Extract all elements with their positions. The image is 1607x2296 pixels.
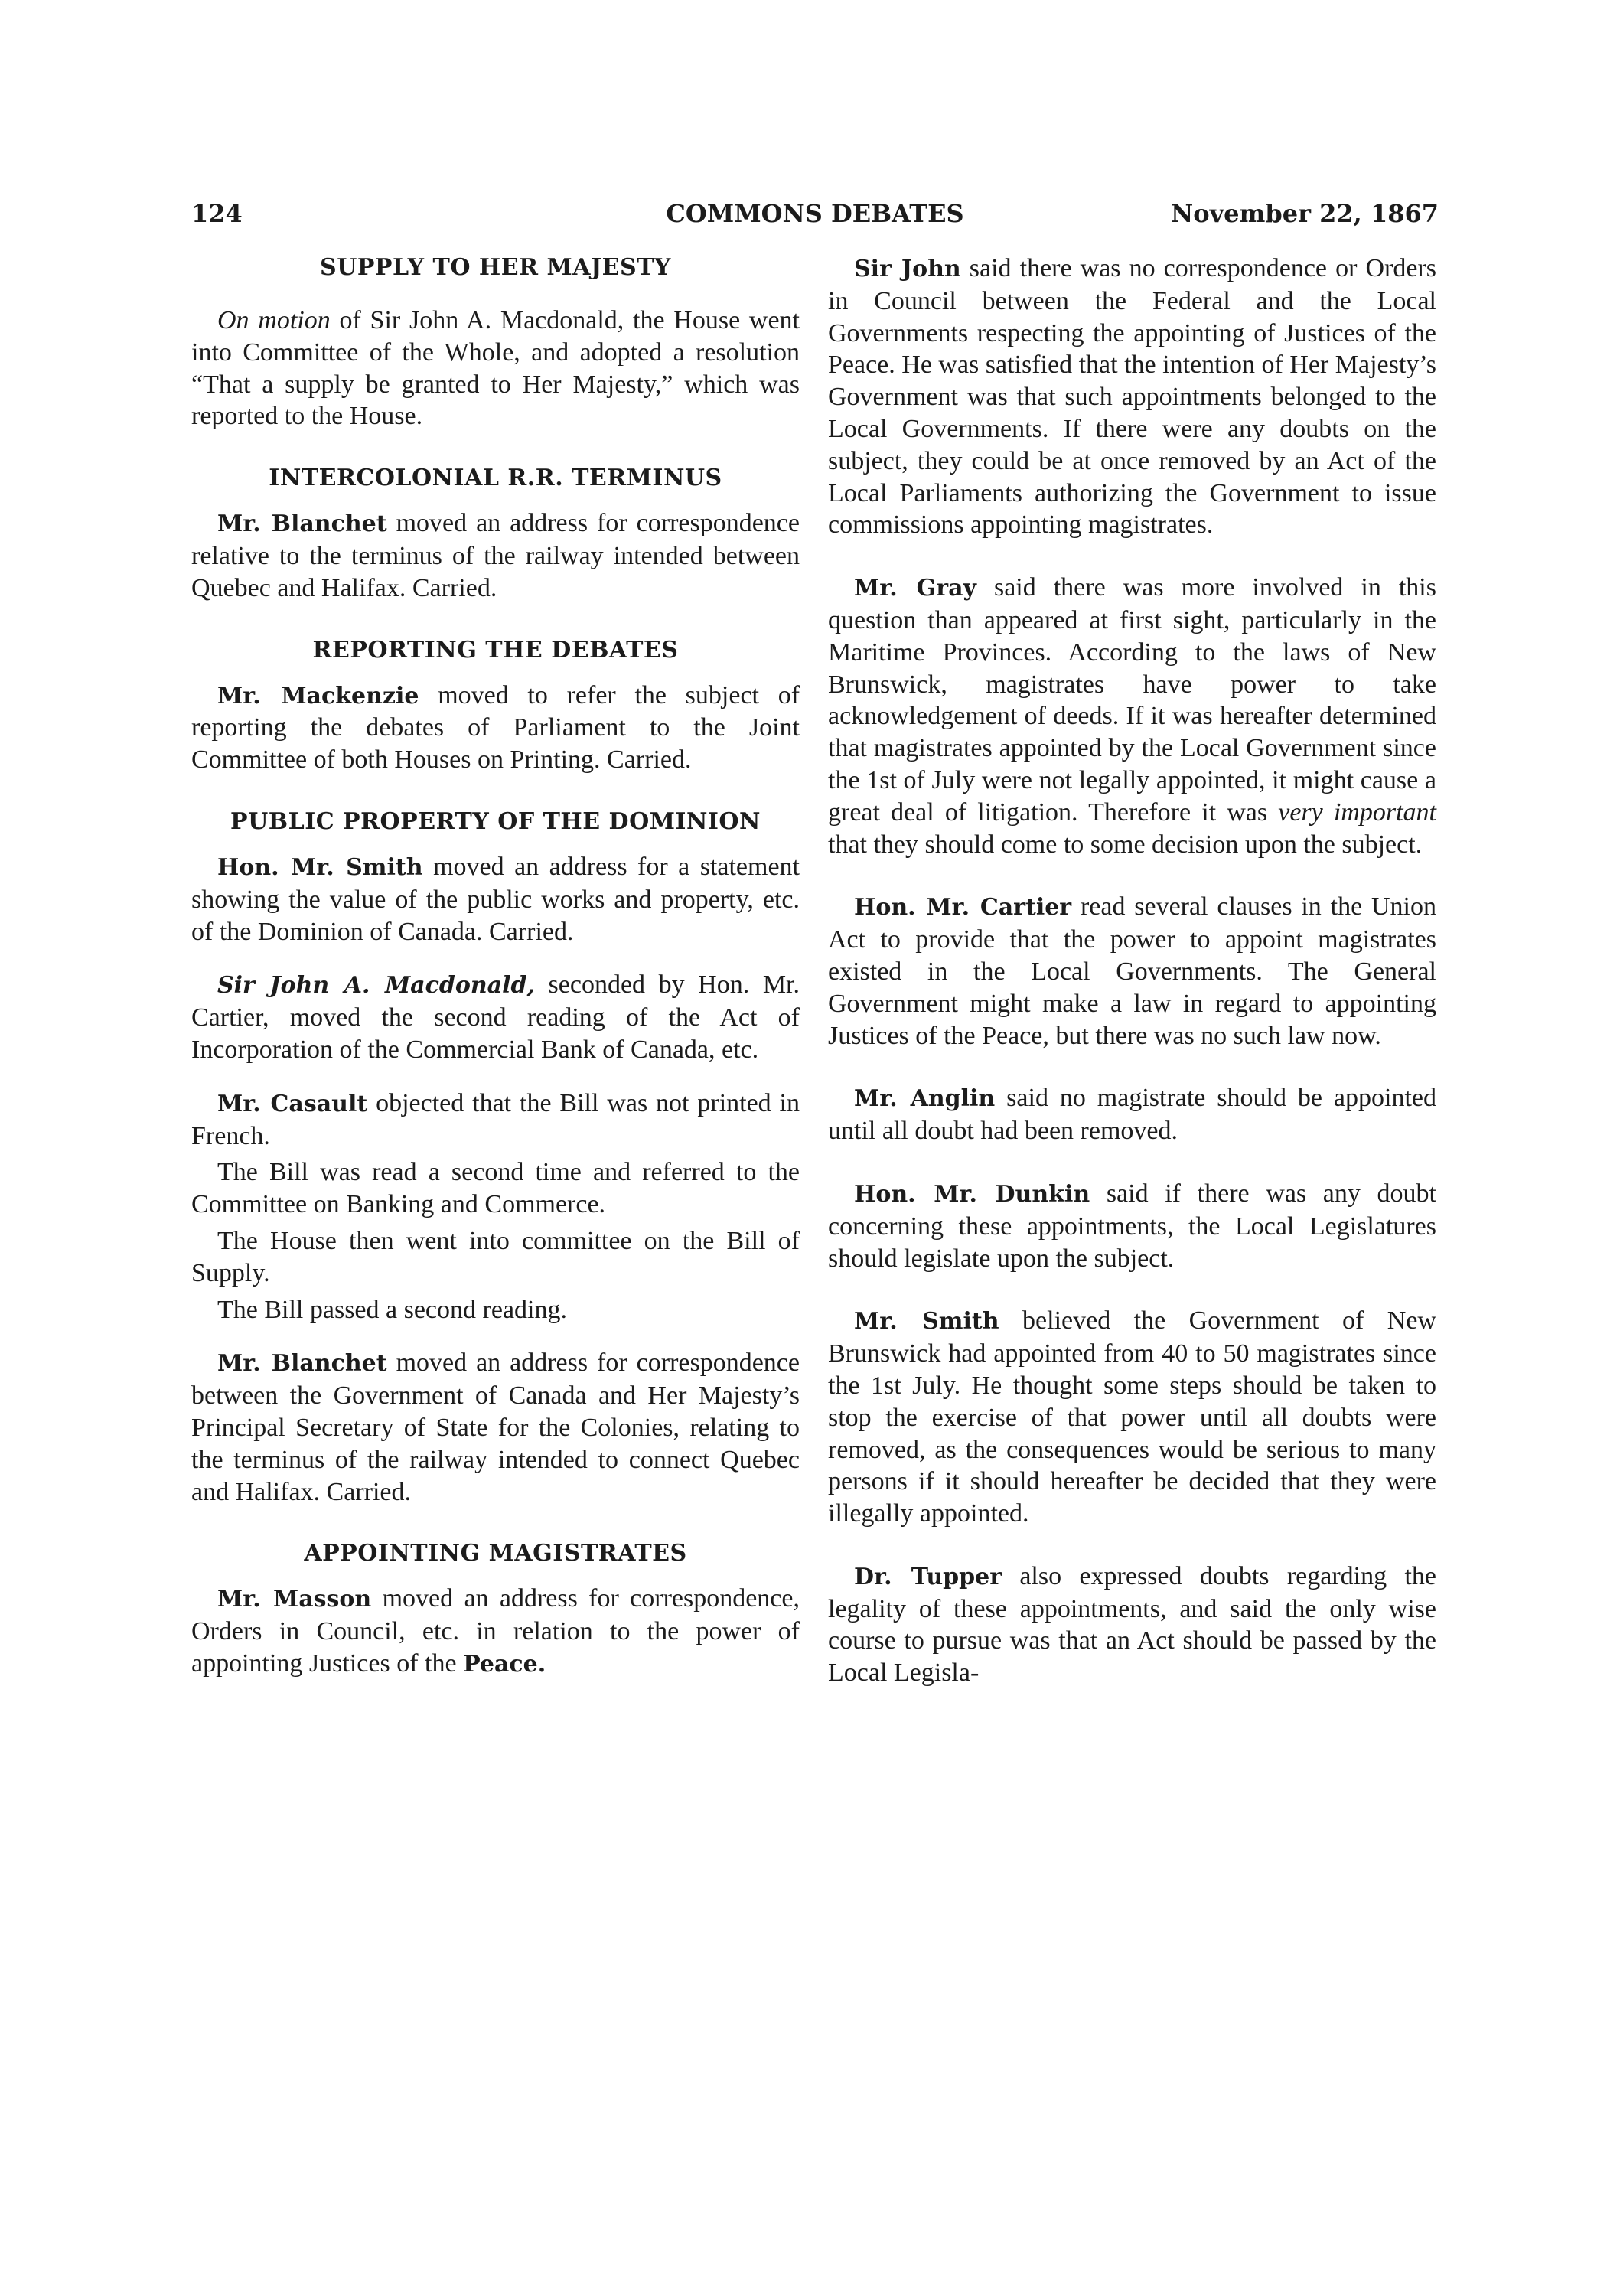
paragraph-text: said if there was any doubt concerning these appointments, the Local Legislatures should legislate upon the subject.: [828, 1179, 1436, 1273]
speaker-name: Hon. Mr. Smith: [217, 853, 423, 881]
page-header: [191, 196, 1439, 231]
running-title: COMMONS DEBATES: [666, 199, 964, 228]
speaker-name: Sir John: [854, 256, 961, 282]
paragraph-end: Peace.: [463, 1650, 546, 1678]
paragraph-text: objected that the Bill was not printed in French.: [191, 1088, 800, 1150]
paragraph-macdonald-bank: [191, 969, 800, 1065]
page-number: 124: [191, 199, 243, 228]
speaker-name: Sir John A. Macdonald,: [217, 972, 535, 1000]
paragraph-dunkin: [828, 1178, 1436, 1274]
paragraph-smith-nb: [828, 1305, 1436, 1530]
paragraph-text: seconded by Hon. Mr. Cartier, moved the second reading of the Act of Incorporation of the Commercial Bank of Canada, etc.: [191, 970, 800, 1064]
paragraph-text: said there was more involved in this question than appeared at first sight, particularly in the Maritime Provinces. According to the laws of New Brunswick, magistrates have power to take acknowledgement of deeds. If it was hereafter determined that magistrates appointed by the Local Government since the 1st of July were not legally appointed, it might cause a great deal of litigation. Therefore it was: [828, 573, 1436, 827]
paragraph-text: moved an address for correspondence, Orders in Council, etc. in relation to the power of appointing Justices of the: [191, 1584, 800, 1678]
speaker-name: Mr. Smith: [854, 1308, 999, 1336]
speaker-name: Mr. Casault: [217, 1090, 368, 1117]
paragraph-sir-john: [828, 253, 1436, 541]
paragraph-text: moved an address for correspondence relative to the terminus of the railway intended between Quebec and Halifax. Carried.: [191, 509, 800, 602]
speaker-name: Mr. Mackenzie: [217, 682, 419, 709]
paragraph-text: moved an address for correspondence between the Government of Canada and Her Majesty’s Principal Secretary of State for the Colonies, relating to the terminus of the railway intended to connect Quebec and Halifax. Carried.: [191, 1349, 800, 1506]
paragraph-text: of Sir John A. Macdonald, the House went into Committee of the Whole, and adopted a resolution “That a supply be granted to Her Majesty,” which was reported to the House.: [191, 306, 800, 431]
heading-public-property: PUBLIC PROPERTY OF THE DOMINION: [230, 807, 761, 835]
speaker-name: Hon. Mr. Cartier: [854, 894, 1072, 921]
paragraph-masson: [191, 1583, 800, 1680]
paragraph-text: said no magistrate should be appointed until all doubt had been removed.: [828, 1084, 1436, 1146]
paragraph-text-end: that they should come to some decision upon the subject.: [828, 830, 1423, 859]
paragraph-text: moved an address for a statement showing the value of the public works and property, etc. of the Dominion of Canada. Carried.: [191, 852, 800, 946]
speaker-name: Hon. Mr. Dunkin: [854, 1180, 1090, 1208]
speaker-name: Mr. Masson: [217, 1586, 372, 1613]
paragraph-text: said there was no correspondence or Orders in Council between the Federal and the Local Governments respecting the appointing of Justices of the Peace. He was satisfied that the intention of Her Majesty’s Government was that such appointments belonged to the Local Governments. If there were any doubts on the subject, they could be at once removed by an Act of the Local Parliaments authorizing the Government to issue commissions appointing magistrates.: [828, 254, 1436, 540]
speaker-name: Mr. Anglin: [854, 1085, 996, 1113]
italic-phrase: On motion: [217, 306, 331, 334]
right-column: [828, 253, 1436, 1689]
paragraph-tupper: [828, 1561, 1436, 1689]
paragraph-text: also expressed doubts regarding the legality of these appointments, and said the only wise course to pursue was that an Act should be passed by the Local Legisla-: [828, 1561, 1436, 1688]
paragraph-casault: [191, 1088, 800, 1153]
heading-reporting: REPORTING THE DEBATES: [312, 636, 679, 664]
paragraph-anglin: [828, 1082, 1436, 1147]
paragraph-text: believed the Government of New Brunswick had appointed from 40 to 50 magistrates since the 1st July. He thought some steps should be taken to stop the exercise of that power until all doubts were removed, as the consequences would be serious to many persons if it should hereafter be decided that they were illegally appointed.: [828, 1306, 1436, 1528]
paragraph-blanchet-terminus: [191, 507, 800, 604]
paragraph-blanchet-colonies: [191, 1347, 800, 1508]
paragraph-bill-second-time: The Bill was read a second time and referred to the Committee on Banking and Commerce.: [191, 1158, 800, 1219]
italic-phrase: very important: [1278, 797, 1436, 827]
speaker-name: Dr. Tupper: [854, 1563, 1002, 1590]
paragraph-mackenzie: [191, 680, 800, 776]
paragraph-text: moved to refer the subject of reporting the debates of Parliament to the Joint Committee of both Houses on Printing. Carried.: [191, 680, 800, 775]
paragraph-cartier: [828, 891, 1436, 1052]
paragraph-supply-motion: [191, 305, 800, 432]
heading-supply: SUPPLY TO HER MAJESTY: [320, 254, 671, 281]
speaker-name: Mr. Gray: [854, 575, 976, 602]
speaker-name: Mr. Blanchet: [217, 510, 387, 538]
paragraph-gray: [828, 572, 1436, 860]
paragraph-bill-passed: The Bill passed a second reading.: [217, 1295, 567, 1324]
paragraph-text: read several clauses in the Union Act to provide that the power to appoint magistrates existed in the Local Governments. The General Government might make a law in regard to appointing Justices of the Peace, but there was no such law now.: [828, 892, 1436, 1050]
heading-intercolonial: INTERCOLONIAL R.R. TERMINUS: [269, 465, 722, 492]
paragraph-smith-statement: [191, 851, 800, 947]
paragraph-bill-of-supply: The House then went into committee on the Bill of Supply.: [191, 1226, 800, 1287]
page-date: November 22, 1867: [1170, 199, 1439, 228]
speaker-name: Mr. Blanchet: [217, 1350, 387, 1378]
heading-magistrates: APPOINTING MAGISTRATES: [304, 1540, 687, 1567]
left-column: [191, 253, 800, 1681]
